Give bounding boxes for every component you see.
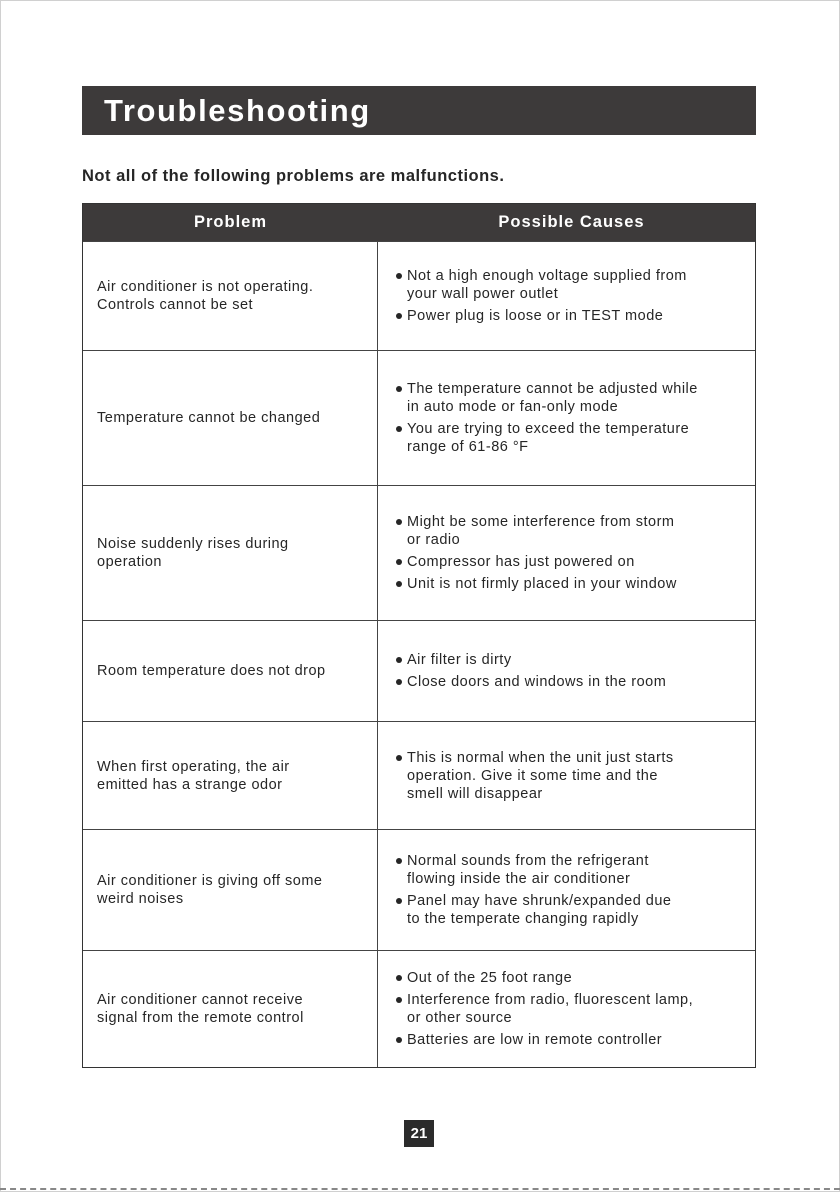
- table-row: [83, 241, 755, 350]
- table-row: [83, 829, 755, 950]
- cause-line: Close doors and windows in the room: [407, 674, 667, 690]
- problem-text: [97, 662, 326, 680]
- table-header: [83, 204, 755, 241]
- problem-cell: [83, 351, 378, 485]
- problem-line: Temperature cannot be changed: [97, 410, 321, 426]
- bullet-icon: [396, 313, 402, 319]
- cause-line: Compressor has just powered on: [407, 554, 635, 570]
- cause-line: range of 61-86 °F: [407, 439, 529, 455]
- cause-line: Not a high enough voltage supplied from: [407, 268, 687, 284]
- cause-line: Unit is not firmly placed in your window: [407, 576, 677, 592]
- cause-line: in auto mode or fan-only mode: [407, 399, 619, 415]
- problem-line: When first operating, the air: [97, 758, 290, 775]
- problem-line: operation: [97, 554, 162, 570]
- cause-item: [396, 892, 745, 928]
- table-row: [83, 721, 755, 829]
- cause-line: or radio: [407, 532, 461, 548]
- problem-line: weird noises: [97, 891, 184, 907]
- cause-item: [396, 651, 745, 669]
- cause-line: This is normal when the unit just starts: [407, 749, 674, 766]
- cause-item: [396, 267, 745, 303]
- cause-item: [396, 553, 745, 571]
- causes-cell: [378, 351, 755, 485]
- cause-item: [396, 852, 745, 888]
- bullet-icon: [396, 426, 402, 432]
- cause-item: [396, 380, 745, 416]
- causes-cell: [378, 722, 755, 829]
- problem-cell: [83, 722, 378, 829]
- bullet-icon: [396, 898, 402, 904]
- table-row: [83, 350, 755, 485]
- problem-text: [97, 991, 304, 1027]
- subtitle: Not all of the following problems are malfunctions.: [82, 167, 505, 185]
- causes-cell: [378, 951, 755, 1067]
- cause-item: [396, 673, 745, 691]
- problem-line: Room temperature does not drop: [97, 663, 326, 679]
- table-row: [83, 485, 755, 620]
- cause-item: [396, 969, 745, 987]
- problem-text: [97, 409, 320, 427]
- cause-item: [396, 307, 745, 325]
- problem-line: Controls cannot be set: [97, 297, 254, 313]
- cause-line: The temperature cannot be adjusted while: [407, 381, 698, 397]
- header-problem: Problem: [193, 213, 268, 231]
- causes-cell: [378, 242, 755, 350]
- cause-line: Might be some interference from storm: [407, 514, 675, 530]
- problem-line: Air conditioner is giving off some: [97, 873, 323, 889]
- bullet-icon: [396, 559, 402, 565]
- problem-line: emitted has a strange odor: [97, 776, 283, 793]
- cause-line: Normal sounds from the refrigerant: [407, 853, 649, 869]
- cause-line: flowing inside the air conditioner: [407, 871, 631, 887]
- bullet-icon: [396, 519, 402, 525]
- cause-item: [396, 513, 745, 549]
- cause-item: [396, 575, 745, 593]
- bullet-icon: [396, 657, 402, 663]
- page-title: Troubleshooting: [104, 93, 371, 128]
- problem-line: Air conditioner is not operating.: [97, 279, 314, 295]
- table-body: [83, 241, 755, 1067]
- cause-line: or other source: [407, 1010, 513, 1026]
- bullet-icon: [396, 679, 402, 685]
- causes-cell: [378, 486, 755, 620]
- cause-line: You are trying to exceed the temperature: [407, 421, 690, 437]
- problem-line: signal from the remote control: [97, 1010, 304, 1026]
- cause-line: smell will disappear: [407, 785, 543, 802]
- problem-line: Air conditioner cannot receive: [97, 992, 304, 1008]
- bullet-icon: [396, 858, 402, 864]
- problem-cell: [83, 621, 378, 721]
- bullet-icon: [396, 273, 402, 279]
- cause-line: Batteries are low in remote controller: [407, 1032, 663, 1048]
- cause-line: Interference from radio, fluorescent lamp,: [407, 992, 694, 1008]
- bullet-icon: [396, 755, 402, 761]
- cause-line: to the temperate changing rapidly: [407, 911, 639, 927]
- problem-cell: [83, 830, 378, 950]
- problem-cell: [83, 951, 378, 1067]
- problem-cell: [83, 486, 378, 620]
- problem-line: Noise suddenly rises during: [97, 536, 289, 552]
- cause-item: [396, 749, 745, 803]
- bottom-dashed-rule: [0, 1188, 840, 1190]
- cause-line: Air filter is dirty: [407, 652, 512, 668]
- problem-text: [97, 872, 322, 908]
- causes-cell: [378, 621, 755, 721]
- causes-cell: [378, 830, 755, 950]
- table-row: [83, 950, 755, 1067]
- cause-line: your wall power outlet: [407, 286, 559, 302]
- header-possible-causes: Possible Causes: [498, 213, 645, 231]
- problem-text: [97, 535, 289, 571]
- title-bar: [82, 86, 756, 135]
- problem-cell: [83, 242, 378, 350]
- cause-line: Power plug is loose or in TEST mode: [407, 308, 664, 324]
- cause-item: [396, 1031, 745, 1049]
- bullet-icon: [396, 975, 402, 981]
- table-row: [83, 620, 755, 721]
- cause-line: Out of the 25 foot range: [407, 970, 573, 986]
- bullet-icon: [396, 1037, 402, 1043]
- cause-item: [396, 991, 745, 1027]
- troubleshooting-table: [82, 203, 756, 1068]
- bullet-icon: [396, 581, 402, 587]
- page-number: 21: [404, 1120, 434, 1147]
- cause-line: operation. Give it some time and the: [407, 767, 658, 784]
- bullet-icon: [396, 386, 402, 392]
- problem-text: [97, 278, 313, 314]
- problem-text: [97, 758, 290, 794]
- bullet-icon: [396, 997, 402, 1003]
- cause-line: Panel may have shrunk/expanded due: [407, 893, 672, 909]
- cause-item: [396, 420, 745, 456]
